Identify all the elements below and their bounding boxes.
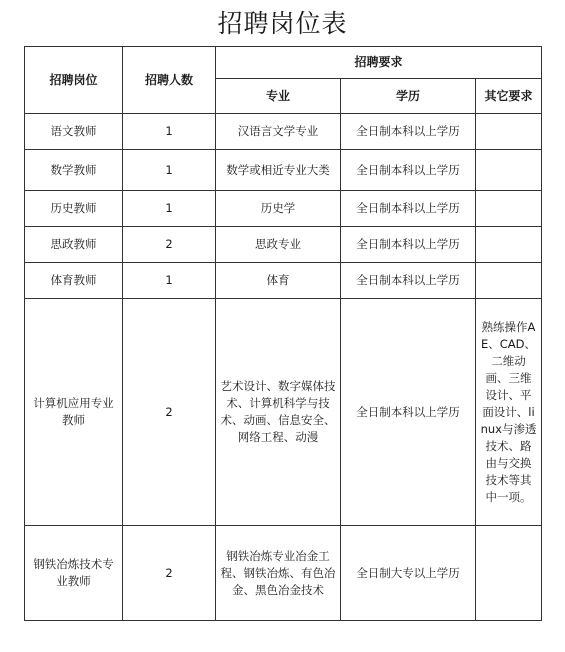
cell-major: 体育 — [216, 263, 341, 299]
cell-count: 1 — [123, 150, 216, 191]
table-row — [25, 526, 542, 621]
cell-position: 计算机应用专业教师 — [25, 299, 123, 526]
cell-count: 2 — [123, 299, 216, 526]
table-row — [25, 299, 542, 526]
header-requirements: 招聘要求 — [216, 47, 542, 79]
cell-major: 汉语言文学专业 — [216, 114, 341, 150]
cell-major: 数学或相近专业大类 — [216, 150, 341, 191]
cell-position: 体育教师 — [25, 263, 123, 299]
cell-other — [476, 227, 542, 263]
cell-major: 历史学 — [216, 191, 341, 227]
cell-education: 全日制本科以上学历 — [341, 227, 476, 263]
cell-position: 历史教师 — [25, 191, 123, 227]
table-row — [25, 227, 542, 263]
cell-count: 1 — [123, 114, 216, 150]
table-row — [25, 191, 542, 227]
header-count: 招聘人数 — [123, 47, 216, 114]
table-row — [25, 150, 542, 191]
cell-position: 语文教师 — [25, 114, 123, 150]
table-row — [25, 263, 542, 299]
cell-other — [476, 263, 542, 299]
cell-major: 钢铁冶炼专业冶金工程、钢铁冶炼、有色冶金、黑色冶金技术 — [216, 526, 341, 621]
header-education: 学历 — [341, 79, 476, 114]
header-position: 招聘岗位 — [25, 47, 123, 114]
cell-other — [476, 526, 542, 621]
page-title: 招聘岗位表 — [217, 9, 348, 38]
cell-other: 熟练操作AE、CAD、二维动画、三维设计、平面设计、linux与渗透技术、路由与交换技术等其中一项。 — [476, 299, 542, 526]
cell-education: 全日制本科以上学历 — [341, 299, 476, 526]
cell-major: 艺术设计、数字媒体技术、计算机科学与技术、动画、信息安全、网络工程、动漫 — [216, 299, 341, 526]
cell-position: 思政教师 — [25, 227, 123, 263]
cell-education: 全日制本科以上学历 — [341, 114, 476, 150]
cell-education: 全日制本科以上学历 — [341, 150, 476, 191]
header-major: 专业 — [216, 79, 341, 114]
cell-education: 全日制本科以上学历 — [341, 191, 476, 227]
cell-other — [476, 114, 542, 150]
header-other: 其它要求 — [476, 79, 542, 114]
recruitment-table — [24, 46, 542, 621]
cell-count: 1 — [123, 191, 216, 227]
cell-education: 全日制本科以上学历 — [341, 263, 476, 299]
cell-count: 1 — [123, 263, 216, 299]
cell-count: 2 — [123, 526, 216, 621]
cell-other — [476, 191, 542, 227]
cell-major: 思政专业 — [216, 227, 341, 263]
cell-other — [476, 150, 542, 191]
table-row — [25, 114, 542, 150]
cell-position: 数学教师 — [25, 150, 123, 191]
cell-position: 钢铁冶炼技术专业教师 — [25, 526, 123, 621]
cell-count: 2 — [123, 227, 216, 263]
cell-education: 全日制大专以上学历 — [341, 526, 476, 621]
